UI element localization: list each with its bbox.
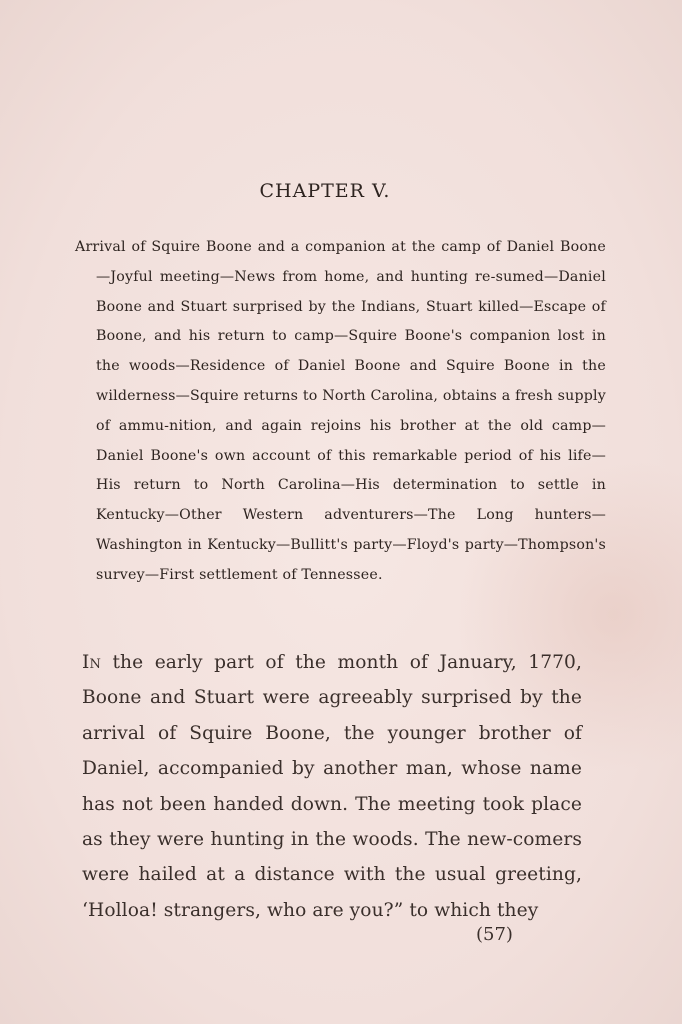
chapter-synopsis: Arrival of Squire Boone and a companion at the camp of Daniel Boone—Joyful meeting—News from home, and hunting re-sumed—Daniel Boone and Stuart surprised by the Indians, Stuart killed—Escape of Boone, and his return to camp—Squire Boone's companion lost in the woods—Residence of Daniel Boone and Squire Boone in the wilderness—Squire returns to North Carolina, obtains a fresh supply of ammu-nition, and again rejoins his brother at the old camp—Daniel Boone's own account of this remarkable period of his life—His return to North Carolina—His determination to settle in Kentucky—Other Western adventurers—The Long hunters—Washington in Kentucky—Bullitt's party—Floyd's party—Thompson's survey—First settlement of Tennessee. xyxy=(75,239,606,583)
page-number: (57) xyxy=(476,924,513,945)
body-paragraph xyxy=(82,645,582,928)
chapter-title: CHAPTER V. xyxy=(259,180,391,202)
paragraph-text: the early part of the month of January, 1770, Boone and Stuart were agreeably surprised by the arrival of Squire Boone, the younger brother of Daniel, accompanied by another man, whose name has not been handed down. The meeting took place as they were hunting in the woods. The new-comers were hailed at a distance with the usual greeting, ‘Holloa! strangers, who are you?” to which they xyxy=(82,652,582,921)
lead-in-word: In xyxy=(82,652,101,673)
